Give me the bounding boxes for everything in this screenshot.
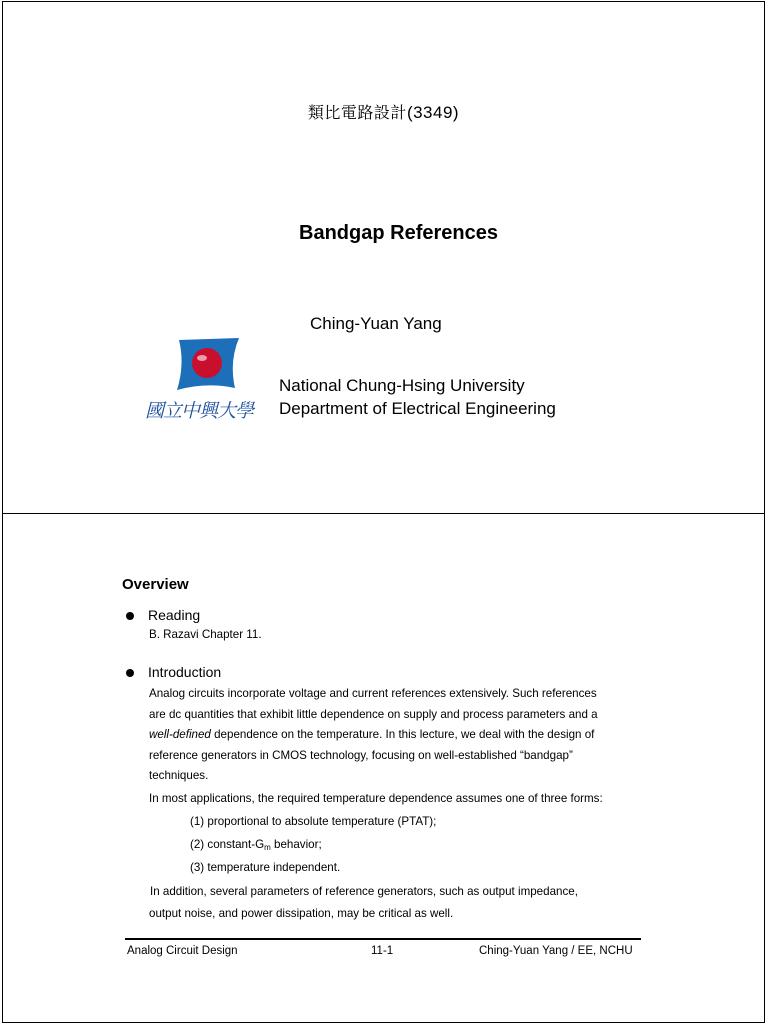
- logo-emblem-circle: [192, 348, 222, 378]
- intro-line-4: reference generators in CMOS technology, focusing on well-established “bandgap”: [149, 748, 573, 762]
- intro-line-5: techniques.: [149, 769, 209, 782]
- form-constant-gm-pre: (2) constant-G: [190, 838, 265, 851]
- author-name: Ching-Yuan Yang: [310, 314, 442, 333]
- intro-paragraph: [149, 684, 598, 787]
- form-constant-gm: [190, 835, 322, 859]
- footer-author: Ching-Yuan Yang / EE, NCHU: [479, 945, 633, 957]
- footer-page-number: 11-1: [371, 945, 394, 957]
- addition-line-1: In addition, several parameters of reference generators, such as output impedance,: [150, 885, 578, 898]
- intro-line-3: [149, 725, 598, 746]
- bullet-reading-dot: [126, 612, 134, 620]
- logo-emblem-highlight: [197, 355, 207, 361]
- lecture-title: Bandgap References: [299, 222, 498, 244]
- university-name: National Chung-Hsing University: [279, 376, 525, 395]
- intro-line-3-rest: dependence on the temperature. In this lecture, we deal with the design of: [210, 728, 595, 741]
- slide-heading: Overview: [122, 576, 189, 593]
- form-ptat: (1) proportional to absolute temperature (PTAT);: [190, 815, 437, 828]
- form-temperature-independent: (3) temperature independent.: [190, 861, 341, 874]
- footer-divider: [125, 938, 641, 940]
- course-title: [3, 100, 764, 123]
- addition-line-2: output noise, and power dissipation, may be critical as well.: [149, 907, 454, 920]
- footer-course: Analog Circuit Design: [127, 945, 238, 957]
- form-constant-gm-sub: m: [264, 843, 271, 852]
- forms-intro: In most applications, the required temperature dependence assumes one of three forms:: [149, 792, 603, 805]
- course-code: (3349): [406, 103, 460, 122]
- department-name: Department of Electrical Engineering: [279, 399, 556, 418]
- overview-slide: [2, 513, 765, 1023]
- intro-line-1: Analog circuits incorporate voltage and current references extensively. Such references: [149, 687, 597, 700]
- bullet-reading-label: Reading: [148, 607, 201, 623]
- title-slide: [2, 1, 765, 514]
- intro-italic-term: well-defined: [149, 728, 211, 741]
- course-title-cjk: 類比電路設計: [307, 103, 407, 122]
- logo-text: 國立中興大學: [145, 400, 254, 422]
- intro-line-2: are dc quantities that exhibit little dependence on supply and process parameters and a: [149, 707, 598, 721]
- reading-reference: B. Razavi Chapter 11.: [149, 628, 262, 641]
- bullet-introduction-dot: [126, 669, 134, 677]
- form-constant-gm-post: behavior;: [270, 838, 322, 851]
- bullet-introduction-label: Introduction: [148, 664, 222, 680]
